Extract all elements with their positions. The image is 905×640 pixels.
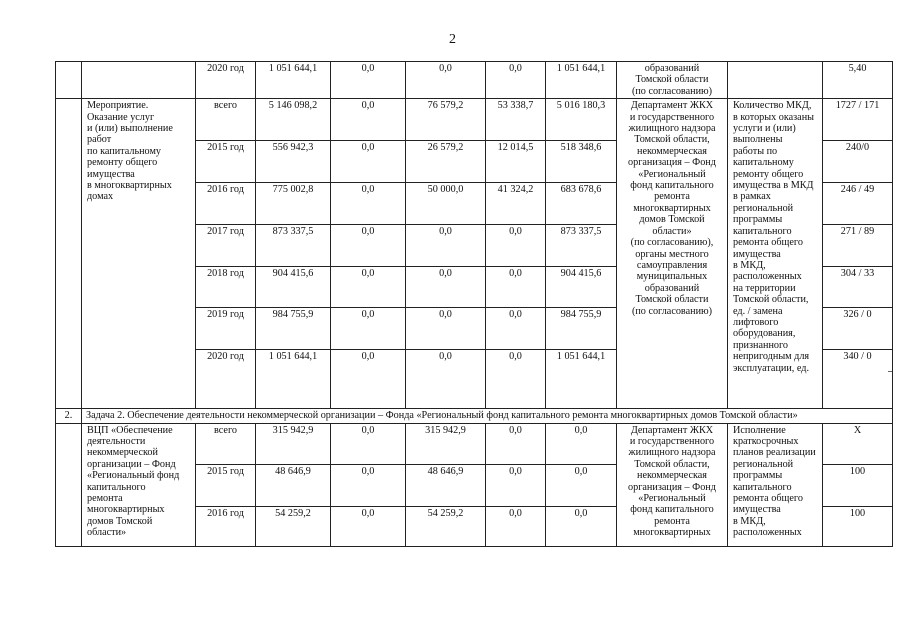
- extrabudget-cell: 984 755,9: [546, 308, 617, 350]
- row-number-cell: [56, 99, 82, 409]
- total-cell: 1 051 644,1: [256, 350, 331, 409]
- result-cell: 5,40: [823, 62, 893, 99]
- result-cell: 304 / 33: [823, 267, 893, 308]
- federal-cell: 0,0: [331, 506, 406, 546]
- year-cell: 2016 год: [196, 506, 256, 546]
- row-number-cell: [56, 423, 82, 546]
- result-cell: 100: [823, 506, 893, 546]
- local-cell: 12 014,5: [486, 141, 546, 183]
- local-cell: 0,0: [486, 464, 546, 506]
- local-cell: 53 338,7: [486, 99, 546, 141]
- federal-cell: 0,0: [331, 99, 406, 141]
- year-cell: всего: [196, 423, 256, 464]
- year-cell: 2019 год: [196, 308, 256, 350]
- total-cell: 873 337,5: [256, 225, 331, 267]
- regional-cell: 0,0: [406, 62, 486, 99]
- regional-cell: 0,0: [406, 308, 486, 350]
- federal-cell: 0,0: [331, 183, 406, 225]
- extrabudget-cell: 0,0: [546, 506, 617, 546]
- year-cell: 2018 год: [196, 267, 256, 308]
- result-cell: 340 / 0: [823, 350, 893, 409]
- local-cell: 0,0: [486, 308, 546, 350]
- indicator-cell: [728, 62, 823, 99]
- table-row: [56, 62, 893, 99]
- federal-cell: 0,0: [331, 141, 406, 183]
- regional-cell: 50 000,0: [406, 183, 486, 225]
- total-cell: 54 259,2: [256, 506, 331, 546]
- federal-cell: 0,0: [331, 62, 406, 99]
- task-row: [56, 409, 893, 423]
- year-cell: 2017 год: [196, 225, 256, 267]
- result-cell: 1727 / 171: [823, 99, 893, 141]
- executor-cell: образований Томской области (по согласованию): [617, 62, 728, 99]
- result-cell: 271 / 89: [823, 225, 893, 267]
- extrabudget-cell: 904 415,6: [546, 267, 617, 308]
- federal-cell: 0,0: [331, 423, 406, 464]
- total-cell: 556 942,3: [256, 141, 331, 183]
- result-cell: 100: [823, 464, 893, 506]
- year-cell: 2015 год: [196, 464, 256, 506]
- regional-cell: 315 942,9: [406, 423, 486, 464]
- federal-cell: 0,0: [331, 267, 406, 308]
- regional-cell: 48 646,9: [406, 464, 486, 506]
- table-row: [56, 423, 893, 464]
- extrabudget-cell: 683 678,6: [546, 183, 617, 225]
- federal-cell: 0,0: [331, 225, 406, 267]
- federal-cell: 0,0: [331, 308, 406, 350]
- program-table: [55, 61, 893, 547]
- year-cell: 2015 год: [196, 141, 256, 183]
- page-number: 2: [449, 32, 456, 47]
- total-cell: 984 755,9: [256, 308, 331, 350]
- year-cell: всего: [196, 99, 256, 141]
- task-number-cell: 2.: [56, 409, 82, 423]
- total-cell: 775 002,8: [256, 183, 331, 225]
- indicator-cell: Количество МКД, в которых оказаны услуги и (или) выполнены работы по капитальному ремонту общего имущества в МКД в рамках региональной программы капитального ремонта общего имущества в МКД, расположенных на территории Томской области, ед. / замена лифтового оборудования, признанного непригодным для эксплуатации, ед.: [728, 99, 823, 409]
- total-cell: 48 646,9: [256, 464, 331, 506]
- row-number-cell: [56, 62, 82, 99]
- total-cell: 1 051 644,1: [256, 62, 331, 99]
- extrabudget-cell: 518 348,6: [546, 141, 617, 183]
- executor-cell: Департамент ЖКХ и государственного жилищного надзора Томской области, некоммерческая организация – Фонд «Региональный фонд капитального ремонта многоквартирных домов Томской области» (по согласованию), органы местного самоуправления муниципальных образований Томской области (по согласованию): [617, 99, 728, 409]
- local-cell: 41 324,2: [486, 183, 546, 225]
- table-row: [56, 99, 893, 141]
- total-cell: 315 942,9: [256, 423, 331, 464]
- local-cell: 0,0: [486, 225, 546, 267]
- local-cell: 0,0: [486, 62, 546, 99]
- total-cell: 5 146 098,2: [256, 99, 331, 141]
- extrabudget-cell: 873 337,5: [546, 225, 617, 267]
- federal-cell: 0,0: [331, 350, 406, 409]
- year-cell: 2020 год: [196, 350, 256, 409]
- result-cell: Х: [823, 423, 893, 464]
- name-cell: [82, 62, 196, 99]
- result-cell: 246 / 49: [823, 183, 893, 225]
- measure-name-cell: Мероприятие. Оказание услуг и (или) выполнение работ по капитальному ремонту общего имущества в многоквартирных домах: [82, 99, 196, 409]
- regional-cell: 76 579,2: [406, 99, 486, 141]
- extrabudget-cell: 0,0: [546, 464, 617, 506]
- result-cell: 326 / 0: [823, 308, 893, 350]
- federal-cell: 0,0: [331, 464, 406, 506]
- program-name-cell: ВЦП «Обеспечение деятельности некоммерческой организации – Фонд «Региональный фонд капитального ремонта многоквартирных домов Томской области»: [82, 423, 196, 546]
- result-cell: 240/0: [823, 141, 893, 183]
- year-cell: 2016 год: [196, 183, 256, 225]
- regional-cell: 0,0: [406, 267, 486, 308]
- regional-cell: 0,0: [406, 350, 486, 409]
- year-cell: 2020 год: [196, 62, 256, 99]
- local-cell: 0,0: [486, 267, 546, 308]
- regional-cell: 26 579,2: [406, 141, 486, 183]
- regional-cell: 54 259,2: [406, 506, 486, 546]
- extrabudget-cell: 1 051 644,1: [546, 350, 617, 409]
- extrabudget-cell: 0,0: [546, 423, 617, 464]
- local-cell: 0,0: [486, 506, 546, 546]
- task-title-cell: Задача 2. Обеспечение деятельности некоммерческой организации – Фонда «Региональный фонд капитального ремонта многоквартирных домов Томской области»: [82, 409, 893, 423]
- extrabudget-cell: 1 051 644,1: [546, 62, 617, 99]
- extrabudget-cell: 5 016 180,3: [546, 99, 617, 141]
- local-cell: 0,0: [486, 423, 546, 464]
- total-cell: 904 415,6: [256, 267, 331, 308]
- local-cell: 0,0: [486, 350, 546, 409]
- executor-cell: Департамент ЖКХ и государственного жилищного надзора Томской области, некоммерческая организация – Фонд «Региональный фонд капитального ремонта многоквартирных: [617, 423, 728, 546]
- regional-cell: 0,0: [406, 225, 486, 267]
- indicator-cell: Исполнение краткосрочных планов реализации региональной программы капитального ремонта общего имущества в МКД, расположенных: [728, 423, 823, 546]
